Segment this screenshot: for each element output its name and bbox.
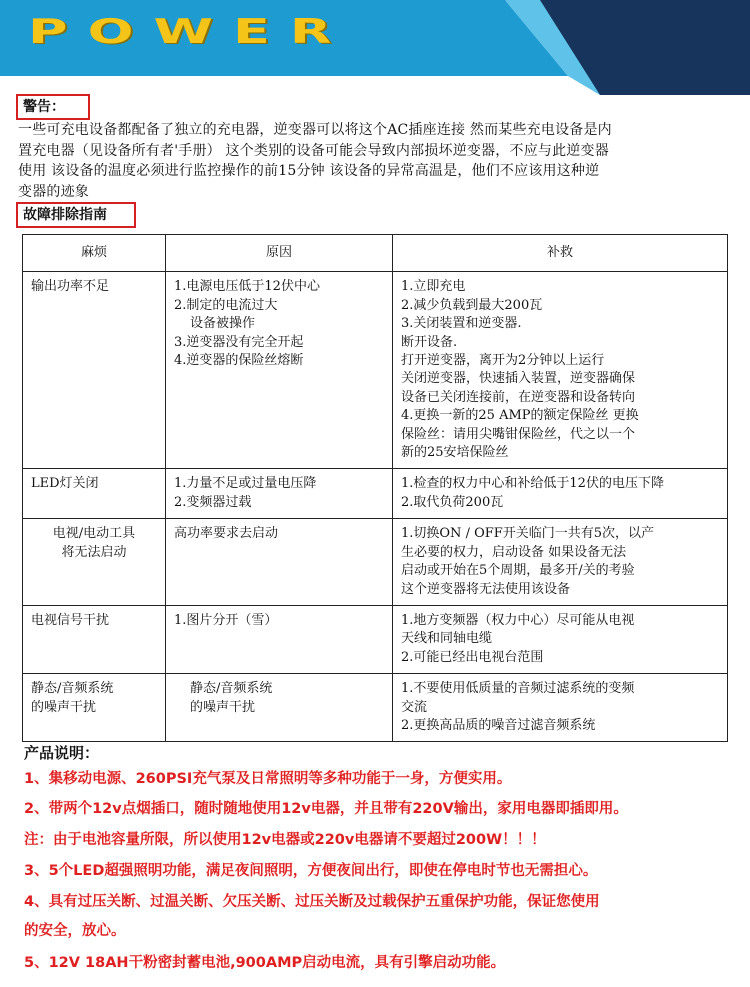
problem-cell [23, 519, 166, 606]
remedy-cell [393, 519, 728, 606]
cause-cell [166, 674, 393, 742]
cause-cell [166, 605, 393, 673]
cause-line: 1.图片分开（雪） [174, 612, 278, 628]
product-note: 1、集移动电源、260PSI充气泵及日常照明等多种功能于一身，方便实用。 [24, 771, 512, 787]
remedy-line: 保险丝：请用尖嘴钳保险丝，代之以一个 [401, 426, 636, 442]
remedy-line: 4.更换一新的25 AMP的额定保险丝 更换 [401, 408, 639, 424]
remedy-line: 2.更换高品质的噪音过滤音频系统 [401, 717, 596, 733]
banner-title: POWER [28, 12, 352, 52]
cause-cell [166, 272, 393, 469]
table-row [23, 674, 728, 742]
product-note: 5、12V 18AH干粉密封蓄电池,900AMP启动电流，具有引擎启动功能。 [24, 955, 506, 971]
cause-line: 的噪声干扰 [190, 699, 256, 715]
problem-text: 输出功率不足 [31, 279, 110, 295]
remedy-line: 新的25安培保险丝 [401, 445, 509, 461]
table-header-row [23, 235, 728, 272]
remedy-line: 这个逆变器将无法使用该设备 [401, 581, 571, 597]
remedy-line: 1.不要使用低质量的音频过滤系统的变频 [401, 681, 635, 697]
problem-text: 将无法启动 [61, 544, 127, 560]
cause-line: 高功率要求去启动 [174, 526, 279, 542]
cause-cell [166, 519, 393, 606]
problem-text: 静态/音频系统 [31, 681, 114, 697]
table-row [23, 272, 728, 469]
remedy-line: 2.减少负载到最大200瓦 [401, 297, 543, 313]
product-note: 3、5个LED超强照明功能，满足夜间照明，方便夜间出行，即使在停电时节也无需担心。 [24, 863, 598, 879]
cause-line: 4.逆变器的保险丝熔断 [174, 353, 304, 369]
cause-line: 3.逆变器没有完全开起 [174, 334, 304, 350]
cause-line: 设备被操作 [190, 316, 256, 332]
remedy-line: 关闭逆变器，快速插入装置，逆变器确保 [401, 371, 636, 387]
troubleshooting-heading: 故障排除指南 [16, 202, 136, 228]
cause-line: 静态/音频系统 [190, 681, 273, 697]
remedy-cell [393, 605, 728, 673]
remedy-line: 1.地方变频器（权力中心）尽可能从电视 [401, 612, 635, 628]
cause-line: 1.力量不足或过量电压降 [174, 476, 317, 492]
header-cause: 原因 [166, 235, 393, 272]
product-note: 注：由于电池容量所限，所以使用12v电器或220v电器请不要超过200W！！！ [24, 832, 546, 848]
power-banner [0, 0, 750, 95]
product-note: 的安全，放心。 [24, 923, 126, 939]
remedy-line: 2.可能已经出电视台范围 [401, 649, 544, 665]
remedy-line: 打开逆变器，离开为2分钟以上运行 [401, 353, 605, 369]
problem-cell [23, 674, 166, 742]
cause-line: 2.制定的电流过大 [174, 297, 278, 313]
warning-text [18, 120, 742, 202]
remedy-cell [393, 674, 728, 742]
remedy-line: 3.关闭装置和逆变器. [401, 316, 522, 332]
problem-cell [23, 469, 166, 519]
warning-line: 使用 该设备的温度必须进行监控操作的前15分钟 该设备的异常高温是，他们不应该用这种逆 [18, 163, 600, 179]
remedy-line: 交流 [401, 699, 428, 715]
product-notes-heading: 产品说明： [24, 744, 100, 762]
product-note: 4、具有过压关断、过温关断、欠压关断、过压关断及过载保护五重保护功能，保证您使用 [24, 894, 600, 910]
remedy-line: 1.切换ON / OFF开关临门一共有5次，以产 [401, 526, 655, 542]
remedy-cell [393, 272, 728, 469]
cause-line: 2.变频器过载 [174, 494, 252, 510]
remedy-line: 1.立即充电 [401, 279, 466, 295]
problem-text: 电视/电动工具 [52, 526, 136, 542]
table-row [23, 605, 728, 673]
remedy-line: 1.检查的权力中心和补给低于12伏的电压下降 [401, 476, 664, 492]
table-row [23, 469, 728, 519]
problem-cell [23, 605, 166, 673]
remedy-line: 启动或开始在5个周期，最多开/关的考验 [401, 563, 635, 579]
remedy-line: 天线和同轴电缆 [401, 631, 493, 647]
problem-text: 的噪声干扰 [31, 699, 97, 715]
table-row [23, 519, 728, 606]
warning-line: 置充电器（见设备所有者'手册） 这个类别的设备可能会导致内部损坏逆变器，不应与此逆变器 [18, 142, 609, 159]
warning-line: 一些可充电设备都配备了独立的充电器，逆变器可以将这个AC插座连接 然而某些充电设备是内 [18, 122, 612, 138]
cause-cell [166, 469, 393, 519]
remedy-line: 2.取代负荷200瓦 [401, 494, 504, 510]
warning-line: 变器的迹象 [18, 183, 89, 200]
problem-text: LED灯关闭 [31, 476, 99, 492]
troubleshooting-table [22, 234, 728, 742]
warning-heading: 警告： [16, 94, 90, 120]
remedy-line: 断开设备. [401, 334, 458, 350]
cause-line: 1.电源电压低于12伏中心 [174, 279, 320, 295]
remedy-line: 生必要的权力，启动设备 如果设备无法 [401, 544, 627, 560]
remedy-line: 设备已关闭连接前，在逆变器和设备转向 [401, 389, 636, 405]
header-problem: 麻烦 [23, 235, 166, 272]
product-note: 2、带两个12v点烟插口，随时随地使用12v电器，并且带有220V输出，家用电器即插即用。 [24, 801, 628, 817]
problem-cell [23, 272, 166, 469]
problem-text: 电视信号干扰 [31, 612, 110, 628]
remedy-cell [393, 469, 728, 519]
header-remedy: 补救 [393, 235, 728, 272]
